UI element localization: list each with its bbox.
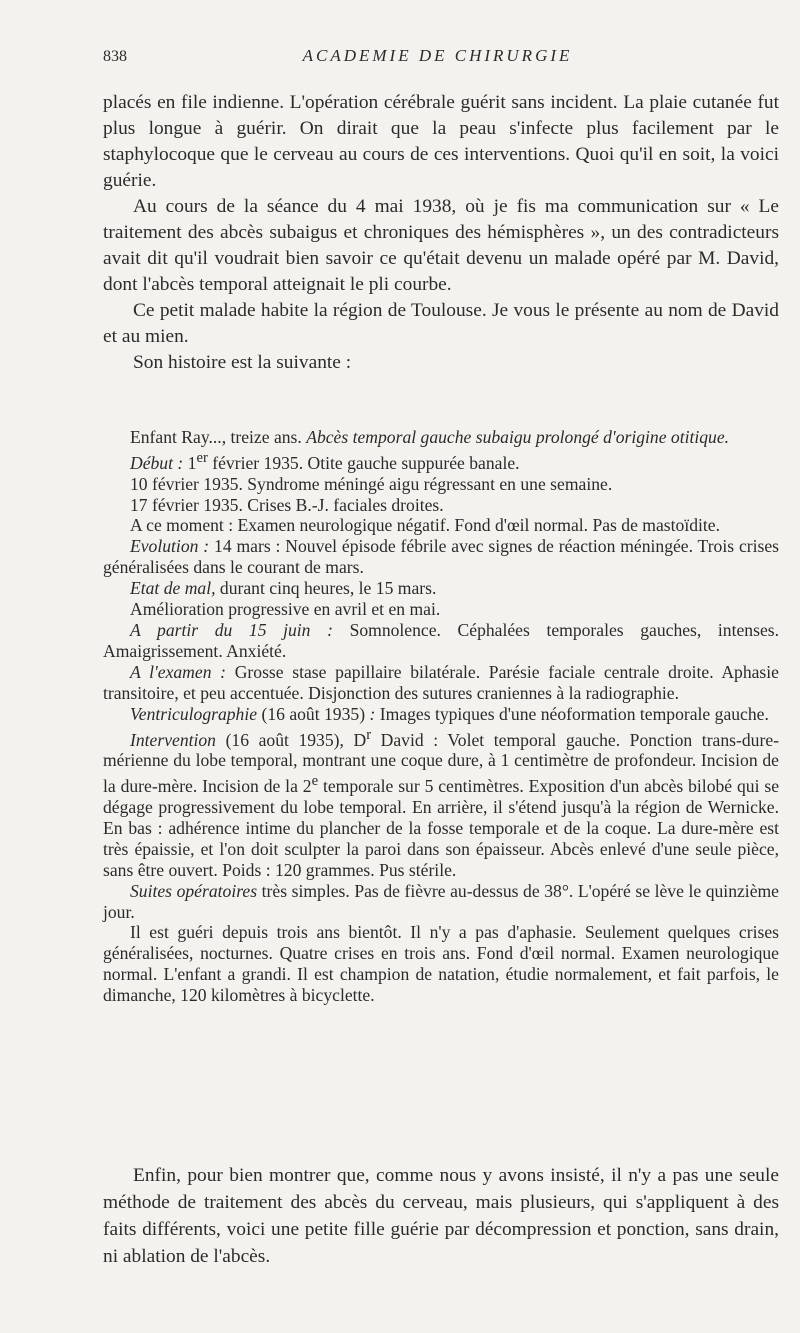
case-title: Abcès temporal gauche subaigu prolongé d'origine otitique.	[306, 427, 730, 447]
paragraph: Au cours de la séance du 4 mai 1938, où je fis ma communication sur « Le traitement des abcès subaigus et chroniques des hémisphères », un des contradicteurs avait dit qu'il voudrait bien savoir ce qu'était devenu un malade opéré par M. David, dont l'abcès temporal atteignait le pli courbe.	[103, 196, 779, 295]
page-header	[103, 46, 772, 72]
case-debut: Début : 1er février 1935. Otite gauche suppurée banale.	[130, 449, 520, 473]
case-examen: A l'examen : Grosse stase papillaire bilatérale. Parésie faciale centrale droite. Aphasie transitoire, et peu accentuée. Disjonction des sutures craniennes à la radiographie.	[103, 661, 779, 703]
case-ventriculographie: Ventriculographie (16 août 1935) : Images typiques d'une néoformation temporale gauche.	[130, 703, 769, 724]
case-gueri: Il est guéri depuis trois ans bientôt. Il n'y a pas d'aphasie. Seulement quelques crises généralisées, nocturnes. Quatre crises en trois ans. Fond d'œil normal. Examen neurologique normal. L'enfant a grandi. Il est champion de natation, étudie normalement, et fait parfois, le dimanche, 120 kilomètres à bicyclette.	[103, 922, 779, 1006]
paragraph: placés en file indienne. L'opération cérébrale guérit sans incident. La plaie cutanée fut plus longue à guérir. On dirait que la peau s'infecte plus facilement par le staphylocoque que le cerveau au cours de ces interventions. Quoi qu'il en soit, la voici guérie.	[103, 92, 779, 191]
case-amelioration: Amélioration progressive en avril et en mai.	[130, 599, 441, 620]
case-evolution: Evolution : 14 mars : Nouvel épisode fébrile avec signes de réaction méningée. Trois crises généralisées dans le courant de mars.	[103, 536, 779, 578]
case-intro: Enfant Ray..., treize ans. Abcès temporal gauche subaigu prolongé d'origine otitique.	[130, 427, 730, 447]
case-moment: A ce moment : Examen neurologique négatif. Fond d'œil normal. Pas de mastoïdite.	[130, 515, 721, 536]
page-number: 838	[103, 48, 127, 65]
case-suites: Suites opératoires très simples. Pas de fièvre au-dessus de 38°. L'opéré se lève le quinzième jour.	[103, 880, 779, 922]
paragraph: Son histoire est la suivante :	[133, 352, 352, 373]
running-title: ACADEMIE DE CHIRURGIE	[302, 46, 573, 65]
body-text-top	[103, 90, 779, 376]
body-text-bottom	[103, 1162, 779, 1270]
paragraph: Ce petit malade habite la région de Toulouse. Je vous le présente au nom de David et au mien.	[103, 300, 779, 347]
paragraph: Enfin, pour bien montrer que, comme nous y avons insisté, il n'y a pas une seule méthode de traitement des abcès du cerveau, mais plusieurs, qui s'appliquent à des faits différents, voici une petite fille guérie par décompression et ponction, sans drain, ni ablation de l'abcès.	[103, 1165, 779, 1267]
case-feb17: 17 février 1935. Crises B.-J. faciales droites.	[130, 494, 444, 515]
case-feb10: 10 février 1935. Syndrome méningé aigu régressant en une semaine.	[130, 473, 613, 494]
case-report	[103, 427, 779, 1006]
case-intervention: Intervention (16 août 1935), $D^r$ David : Volet temporal gauche. Ponction trans-dure-mérienne du lobe temporal, montrant une coque dure, à 1 centimètre de profondeur. Incision de la dure-mère. Incision de la 2e temporale sur 5 centimètres. Exposition d'un abcès bilobé qui se dégage progressivement du lobe temporal. En arrière, il s'étend jusqu'à la région de Wernicke. En bas : adhérence intime du plancher de la fosse temporale et de la coque. La dure-mère est très épaissie, et l'on doit sculpter la paroi dans son épaisseur. Abcès enlevé d'une seule pièce, sans être ouvert. Poids : 120 grammes. Pus stérile.	[103, 726, 779, 880]
case-juin: A partir du 15 juin : Somnolence. Céphalées temporales gauches, intenses. Amaigrissement. Anxiété.	[103, 620, 779, 661]
case-etat: Etat de mal, durant cinq heures, le 15 mars.	[130, 578, 437, 599]
